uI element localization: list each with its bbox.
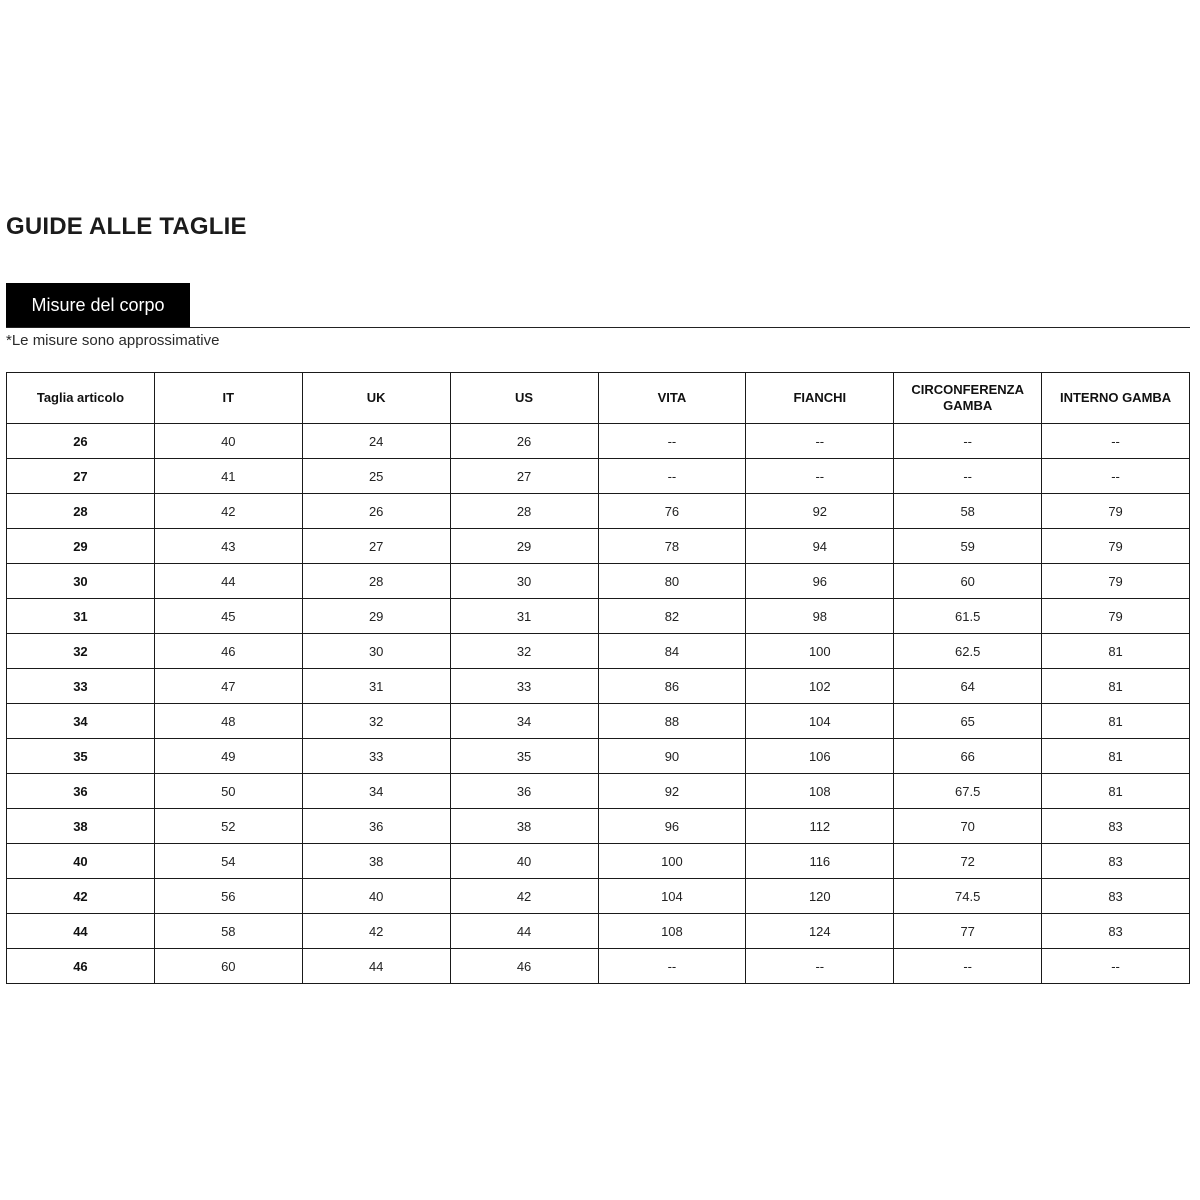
size-cell: 29 bbox=[7, 529, 155, 564]
table-row bbox=[7, 564, 1190, 599]
table-cell: 78 bbox=[598, 529, 746, 564]
size-cell: 46 bbox=[7, 949, 155, 984]
approximate-note: *Le misure sono approssimative bbox=[6, 332, 220, 349]
table-cell: 94 bbox=[746, 529, 894, 564]
table-cell: 48 bbox=[154, 704, 302, 739]
table-cell: 42 bbox=[302, 914, 450, 949]
table-cell: 32 bbox=[302, 704, 450, 739]
table-cell: 88 bbox=[598, 704, 746, 739]
table-cell: 65 bbox=[894, 704, 1042, 739]
table-cell: -- bbox=[598, 459, 746, 494]
table-cell: 84 bbox=[598, 634, 746, 669]
header-cell bbox=[7, 373, 155, 424]
table-cell: 79 bbox=[1042, 599, 1190, 634]
table-cell: 49 bbox=[154, 739, 302, 774]
table-row bbox=[7, 809, 1190, 844]
table-cell: 81 bbox=[1042, 739, 1190, 774]
table-cell: 46 bbox=[450, 949, 598, 984]
table-cell: 44 bbox=[302, 949, 450, 984]
table-cell: 79 bbox=[1042, 529, 1190, 564]
table-cell: 58 bbox=[154, 914, 302, 949]
header-cell bbox=[1042, 373, 1190, 424]
table-cell: 27 bbox=[302, 529, 450, 564]
header-label: US bbox=[515, 390, 534, 405]
table-row bbox=[7, 424, 1190, 459]
table-cell: 31 bbox=[302, 669, 450, 704]
table-cell: 106 bbox=[746, 739, 894, 774]
table-cell: 29 bbox=[302, 599, 450, 634]
table-cell: 25 bbox=[302, 459, 450, 494]
table-cell: 43 bbox=[154, 529, 302, 564]
table-cell: 83 bbox=[1042, 914, 1190, 949]
table-cell: 79 bbox=[1042, 494, 1190, 529]
size-table bbox=[6, 372, 1190, 984]
table-row bbox=[7, 914, 1190, 949]
table-header-row bbox=[7, 373, 1190, 424]
table-cell: 79 bbox=[1042, 564, 1190, 599]
table-cell: 67.5 bbox=[894, 774, 1042, 809]
table-cell: -- bbox=[894, 949, 1042, 984]
size-cell: 42 bbox=[7, 879, 155, 914]
table-cell: 66 bbox=[894, 739, 1042, 774]
table-row bbox=[7, 704, 1190, 739]
table-cell: 60 bbox=[154, 949, 302, 984]
header-cell bbox=[746, 373, 894, 424]
table-row bbox=[7, 949, 1190, 984]
table-cell: 81 bbox=[1042, 774, 1190, 809]
table-cell: 24 bbox=[302, 424, 450, 459]
table-cell: 92 bbox=[598, 774, 746, 809]
table-cell: 83 bbox=[1042, 809, 1190, 844]
table-cell: 47 bbox=[154, 669, 302, 704]
page-title: GUIDE ALLE TAGLIE bbox=[6, 213, 247, 240]
table-cell: 83 bbox=[1042, 844, 1190, 879]
table-cell: 81 bbox=[1042, 669, 1190, 704]
table-cell: 26 bbox=[450, 424, 598, 459]
table-cell: 46 bbox=[154, 634, 302, 669]
table-row bbox=[7, 459, 1190, 494]
size-cell: 33 bbox=[7, 669, 155, 704]
table-cell: 98 bbox=[746, 599, 894, 634]
table-cell: 59 bbox=[894, 529, 1042, 564]
table-cell: -- bbox=[1042, 424, 1190, 459]
table-cell: 72 bbox=[894, 844, 1042, 879]
header-label: INTERNO GAMBA bbox=[1059, 390, 1172, 405]
table-cell: -- bbox=[894, 459, 1042, 494]
table-cell: 50 bbox=[154, 774, 302, 809]
table-cell: 104 bbox=[746, 704, 894, 739]
table-cell: -- bbox=[746, 424, 894, 459]
table-cell: 33 bbox=[450, 669, 598, 704]
table-cell: 112 bbox=[746, 809, 894, 844]
table-cell: 34 bbox=[302, 774, 450, 809]
header-cell bbox=[302, 373, 450, 424]
table-cell: 42 bbox=[450, 879, 598, 914]
table-cell: 83 bbox=[1042, 879, 1190, 914]
tab-bar bbox=[6, 283, 1190, 328]
table-cell: 108 bbox=[746, 774, 894, 809]
table-cell: 52 bbox=[154, 809, 302, 844]
table-cell: 38 bbox=[302, 844, 450, 879]
table-cell: -- bbox=[598, 949, 746, 984]
table-cell: 26 bbox=[302, 494, 450, 529]
table-row bbox=[7, 494, 1190, 529]
table-cell: 27 bbox=[450, 459, 598, 494]
table-cell: 100 bbox=[746, 634, 894, 669]
table-cell: 61.5 bbox=[894, 599, 1042, 634]
table-row bbox=[7, 774, 1190, 809]
header-label: IT bbox=[222, 390, 235, 405]
table-cell: 38 bbox=[450, 809, 598, 844]
table-cell: 80 bbox=[598, 564, 746, 599]
table-cell: -- bbox=[1042, 459, 1190, 494]
size-cell: 38 bbox=[7, 809, 155, 844]
size-cell: 26 bbox=[7, 424, 155, 459]
header-cell bbox=[598, 373, 746, 424]
table-row bbox=[7, 844, 1190, 879]
table-cell: 30 bbox=[450, 564, 598, 599]
table-cell: 60 bbox=[894, 564, 1042, 599]
tab-body-measurements[interactable]: Misure del corpo bbox=[6, 283, 190, 327]
table-cell: 36 bbox=[450, 774, 598, 809]
table-cell: 30 bbox=[302, 634, 450, 669]
table-cell: 100 bbox=[598, 844, 746, 879]
header-label: Taglia articolo bbox=[36, 390, 125, 405]
table-cell: 40 bbox=[154, 424, 302, 459]
table-cell: 29 bbox=[450, 529, 598, 564]
table-cell: 54 bbox=[154, 844, 302, 879]
table-cell: 44 bbox=[450, 914, 598, 949]
size-cell: 40 bbox=[7, 844, 155, 879]
table-row bbox=[7, 634, 1190, 669]
table-row bbox=[7, 529, 1190, 564]
header-label: CIRCONFERENZA GAMBA bbox=[911, 382, 1025, 413]
table-cell: 56 bbox=[154, 879, 302, 914]
size-cell: 27 bbox=[7, 459, 155, 494]
table-row bbox=[7, 739, 1190, 774]
table-cell: 96 bbox=[746, 564, 894, 599]
table-cell: 35 bbox=[450, 739, 598, 774]
table-cell: -- bbox=[598, 424, 746, 459]
table-cell: 90 bbox=[598, 739, 746, 774]
table-cell: -- bbox=[894, 424, 1042, 459]
table-cell: 34 bbox=[450, 704, 598, 739]
table-cell: 108 bbox=[598, 914, 746, 949]
size-cell: 30 bbox=[7, 564, 155, 599]
header-label: UK bbox=[366, 390, 386, 405]
table-cell: 92 bbox=[746, 494, 894, 529]
table-cell: 58 bbox=[894, 494, 1042, 529]
table-cell: 40 bbox=[302, 879, 450, 914]
table-cell: 81 bbox=[1042, 704, 1190, 739]
table-cell: 86 bbox=[598, 669, 746, 704]
size-cell: 44 bbox=[7, 914, 155, 949]
table-row bbox=[7, 599, 1190, 634]
table-cell: 124 bbox=[746, 914, 894, 949]
header-label: FIANCHI bbox=[793, 390, 847, 405]
table-cell: 42 bbox=[154, 494, 302, 529]
table-cell: 64 bbox=[894, 669, 1042, 704]
table-cell: 32 bbox=[450, 634, 598, 669]
table-cell: 45 bbox=[154, 599, 302, 634]
table-cell: 70 bbox=[894, 809, 1042, 844]
table-cell: -- bbox=[746, 949, 894, 984]
table-cell: -- bbox=[1042, 949, 1190, 984]
table-cell: 76 bbox=[598, 494, 746, 529]
header-cell bbox=[450, 373, 598, 424]
table-cell: 28 bbox=[302, 564, 450, 599]
table-cell: 31 bbox=[450, 599, 598, 634]
size-cell: 35 bbox=[7, 739, 155, 774]
table-body bbox=[7, 424, 1190, 984]
table-row bbox=[7, 669, 1190, 704]
table-cell: 40 bbox=[450, 844, 598, 879]
header-cell bbox=[154, 373, 302, 424]
table-cell: 77 bbox=[894, 914, 1042, 949]
table-cell: 62.5 bbox=[894, 634, 1042, 669]
size-cell: 36 bbox=[7, 774, 155, 809]
table-cell: 116 bbox=[746, 844, 894, 879]
table-cell: 28 bbox=[450, 494, 598, 529]
table-cell: 44 bbox=[154, 564, 302, 599]
table-cell: 33 bbox=[302, 739, 450, 774]
size-cell: 34 bbox=[7, 704, 155, 739]
table-cell: 96 bbox=[598, 809, 746, 844]
table-cell: -- bbox=[746, 459, 894, 494]
header-label: VITA bbox=[657, 390, 687, 405]
table-cell: 82 bbox=[598, 599, 746, 634]
table-cell: 41 bbox=[154, 459, 302, 494]
table-cell: 36 bbox=[302, 809, 450, 844]
table-cell: 81 bbox=[1042, 634, 1190, 669]
size-cell: 31 bbox=[7, 599, 155, 634]
table-cell: 120 bbox=[746, 879, 894, 914]
table-cell: 74.5 bbox=[894, 879, 1042, 914]
table-cell: 102 bbox=[746, 669, 894, 704]
table-row bbox=[7, 879, 1190, 914]
header-cell bbox=[894, 373, 1042, 424]
table-cell: 104 bbox=[598, 879, 746, 914]
size-cell: 32 bbox=[7, 634, 155, 669]
size-cell: 28 bbox=[7, 494, 155, 529]
